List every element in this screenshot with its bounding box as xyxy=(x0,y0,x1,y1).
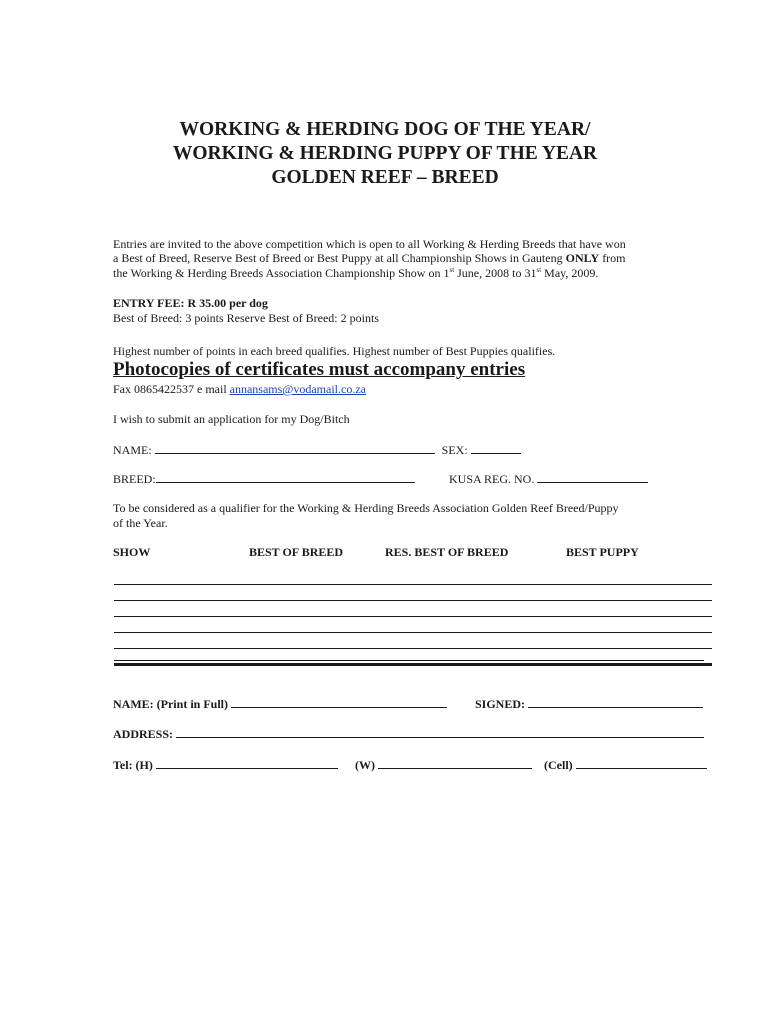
intro-line-3-mid: June, 2008 to 31 xyxy=(454,266,537,280)
address-label: ADDRESS: xyxy=(113,727,174,741)
header-show: SHOW xyxy=(113,545,151,559)
tel-cell-label: (Cell) xyxy=(544,758,573,772)
name-blank[interactable] xyxy=(155,442,435,454)
email-link[interactable]: annansams@vodamail.co.za xyxy=(229,382,366,396)
contact-line xyxy=(113,382,366,397)
points-info: Best of Breed: 3 points Reserve Best of Breed: 2 points xyxy=(113,311,379,325)
intro-line-1: Entries are invited to the above competition which is open to all Working & Herding Breeds that have won xyxy=(113,237,626,251)
tel-work-blank[interactable] xyxy=(378,757,532,769)
title-line-1: WORKING & HERDING DOG OF THE YEAR/ xyxy=(179,119,591,140)
fax-label: Fax 0865422537 e mail xyxy=(113,382,230,396)
print-name-blank[interactable] xyxy=(231,696,447,708)
name-label: NAME: xyxy=(113,443,152,457)
intro-line-2-text: a Best of Breed, Reserve Best of Breed or Best Puppy at all Championship Shows in Gauteng xyxy=(113,251,566,265)
certificates-notice: Photocopies of certificates must accompany entries xyxy=(113,359,526,380)
qualifies-info: Highest number of points in each breed qualifies. Highest number of Best Puppies qualifies. xyxy=(113,344,556,358)
header-res-best-of-breed: RES. BEST OF BREED xyxy=(385,545,509,559)
entry-line[interactable] xyxy=(114,648,712,649)
qualifier-line-2: of the Year. xyxy=(113,516,168,530)
header-best-of-breed: BEST OF BREED xyxy=(249,545,344,559)
name-field-row xyxy=(113,442,521,458)
tel-work-row xyxy=(355,757,532,773)
signed-row xyxy=(475,696,703,712)
tel-work-label: (W) xyxy=(355,758,375,772)
intro-line-2 xyxy=(113,251,626,266)
tel-cell-row xyxy=(544,757,707,773)
intro-line-2-end: from xyxy=(599,251,626,265)
tel-home-label: Tel: (H) xyxy=(113,758,153,772)
entry-line[interactable] xyxy=(114,600,712,601)
signature-blank[interactable] xyxy=(528,696,703,708)
intro-only-emphasis: ONLY xyxy=(565,251,600,265)
entry-line[interactable] xyxy=(114,584,712,585)
entry-fee: ENTRY FEE: R 35.00 per dog xyxy=(113,296,268,310)
entry-line[interactable] xyxy=(114,632,712,633)
kusa-label: KUSA REG. NO. xyxy=(449,472,535,486)
entry-line[interactable] xyxy=(114,660,704,661)
kusa-field-row xyxy=(449,471,648,487)
breed-field-row xyxy=(113,471,415,487)
breed-blank[interactable] xyxy=(156,471,415,483)
address-blank[interactable] xyxy=(176,726,704,738)
print-name-label: NAME: (Print in Full) xyxy=(113,697,228,711)
address-row xyxy=(113,726,704,742)
sex-blank[interactable] xyxy=(471,442,521,454)
submit-statement: I wish to submit an application for my Dog/Bitch xyxy=(113,412,350,426)
sex-label: SEX: xyxy=(441,443,468,457)
intro-line-3-text: the Working & Herding Breeds Association Championship Show on 1 xyxy=(113,266,450,280)
title-line-3: GOLDEN REEF – BREED xyxy=(271,167,499,188)
header-best-puppy: BEST PUPPY xyxy=(566,545,639,559)
intro-line-3-end: May, 2009. xyxy=(541,266,599,280)
title-line-2: WORKING & HERDING PUPPY OF THE YEAR xyxy=(172,143,598,164)
entry-line[interactable] xyxy=(114,616,712,617)
ordinal-suffix: st xyxy=(449,266,455,274)
kusa-blank[interactable] xyxy=(537,471,648,483)
breed-label: BREED: xyxy=(113,472,156,486)
tel-cell-blank[interactable] xyxy=(576,757,707,769)
qualifier-line-1: To be considered as a qualifier for the Working & Herding Breeds Association Golden Reef Breed/Puppy xyxy=(113,501,619,515)
intro-line-3 xyxy=(113,266,598,281)
print-name-row xyxy=(113,696,447,712)
ordinal-suffix: st xyxy=(536,266,542,274)
tel-home-row xyxy=(113,757,338,773)
section-divider xyxy=(114,663,712,666)
signed-label: SIGNED: xyxy=(475,697,526,711)
tel-home-blank[interactable] xyxy=(156,757,338,769)
